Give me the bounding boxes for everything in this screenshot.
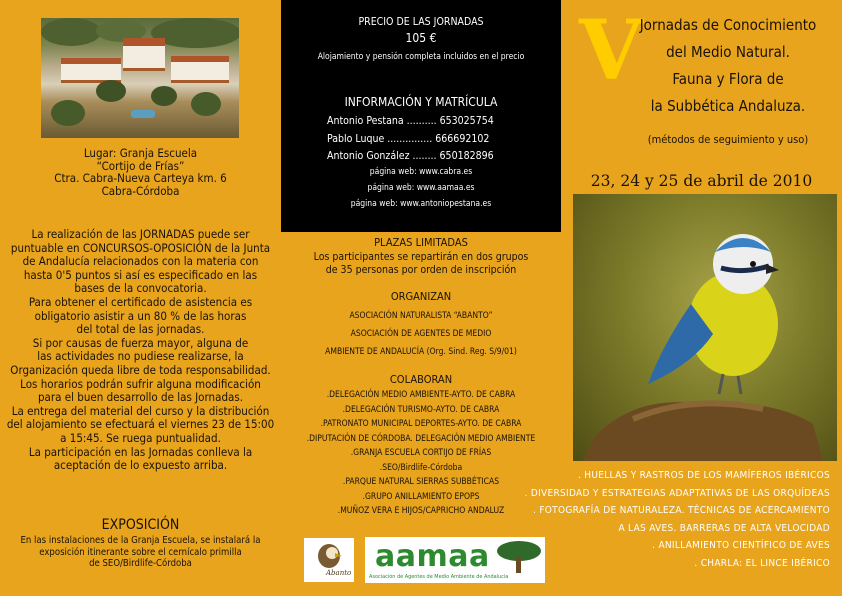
contact-name: Pablo Luque ...............: [327, 132, 433, 145]
title-line: del Medio Natural.: [666, 43, 790, 61]
collaborator-item: .PARQUE NATURAL SIERRAS SUBBÉTICAS: [342, 477, 500, 487]
venue-info: [0, 147, 281, 197]
colaboran-title: COLABORAN: [389, 373, 453, 386]
bird-icon: [573, 194, 837, 461]
program-item: . ANILLAMIENTO CIENTÍFICO DE AVES: [652, 540, 830, 551]
contact-row: [327, 131, 557, 149]
collaborator-item: .MUÑOZ VERA E HIJOS/CAPRICHO ANDALUZ: [337, 506, 505, 516]
web-link[interactable]: página web: www.aamaa.es: [367, 183, 475, 193]
contact-phone: 666692102: [435, 132, 490, 145]
plazas-title: PLAZAS LIMITADAS: [374, 236, 468, 249]
collaborator-item: .GRANJA ESCUELA CORTIJO DE FRÍAS: [350, 448, 492, 458]
contact-phone: 650182896: [439, 150, 494, 162]
exposition-text: [0, 535, 281, 570]
organizer-item: ASOCIACIÓN NATURALISTA “ABANTO”: [349, 311, 493, 321]
event-subtitle: (métodos de seguimiento y uso): [647, 133, 809, 146]
program-item: . HUELLAS Y RASTROS DE LOS MAMÍFEROS IBÉRICOS: [577, 470, 830, 481]
venue-line: Cabra-Córdoba: [101, 183, 180, 198]
collaborator-item: .DELEGACIÓN MEDIO AMBIENTE-AYTO. DE CABRA: [326, 390, 516, 400]
organizan-list: [281, 307, 561, 361]
aamaa-logo-text: aamaa: [375, 539, 490, 574]
exposition-line: de SEO/Birdlife-Córdoba: [89, 558, 192, 569]
title-line: la Subbética Andaluza.: [650, 97, 806, 115]
plazas-line: de 35 personas por orden de inscripción: [325, 264, 517, 276]
web-list: [281, 164, 561, 212]
condition-line: hasta 0'5 puntos si así es especificado en las: [23, 267, 258, 282]
info-title: INFORMACIÓN Y MATRÍCULA: [344, 95, 498, 109]
roman-numeral: V: [579, 3, 643, 99]
condition-line: La entrega del material del curso y la distribución: [11, 403, 270, 418]
plazas-line: Los participantes se repartirán en dos grupos: [313, 251, 529, 263]
program-item: A LAS AVES. BARRERAS DE ALTA VELOCIDAD: [618, 522, 830, 534]
blue-tit-photo: [573, 194, 837, 461]
title-line: Jornadas de Conocimiento: [639, 16, 817, 34]
venue-line: Ctra. Cabra-Nueva Carteya km. 6: [54, 171, 227, 185]
collaborator-item: .DELEGACIÓN TURISMO-AYTO. DE CABRA: [342, 404, 500, 415]
condition-line: La realización de las JORNADAS puede ser: [31, 227, 250, 241]
condition-line: Para obtener el certificado de asistencia es: [28, 294, 253, 309]
contact-name: Antonio González ........: [327, 150, 437, 162]
web-link[interactable]: página web: www.cabra.es: [369, 167, 473, 177]
condition-line: para el buen desarrollo de las Jornadas.: [37, 390, 244, 405]
program-item: . CHARLA: EL LINCE IBÉRICO: [694, 557, 830, 569]
price-value: 105 €: [405, 31, 437, 45]
condition-line: bases de la convocatoria.: [74, 281, 207, 296]
condition-line: del alojamiento se efectuará el viernes 23 de 15:00: [6, 417, 275, 432]
contact-list: [327, 113, 557, 166]
event-dates: 23, 24 y 25 de abril de 2010: [590, 172, 813, 190]
price-note: Alojamiento y pensión completa incluidos en el precio: [317, 52, 525, 62]
web-link[interactable]: página web: www.antoniopestana.es: [350, 199, 492, 209]
condition-line: Los horarios podrán sufrir alguna modificación: [20, 376, 261, 391]
condition-line: las actividades no pudiese realizarse, la: [37, 349, 244, 364]
condition-line: Organización queda libre de toda responsabilidad.: [10, 362, 271, 377]
exposition-line: exposición itinerante sobre el cernícalo primilla: [39, 546, 242, 558]
condition-line: del total de las jornadas.: [76, 322, 205, 337]
aamaa-logo-subtitle: Asociación de Agentes de Medio Ambiente de Andalucía: [369, 574, 509, 580]
organizan-title: ORGANIZAN: [390, 290, 452, 303]
aamaa-logo: [365, 537, 545, 583]
condition-line: aceptación de lo expuesto arriba.: [53, 458, 228, 473]
exposition-title: EXPOSICIÓN: [101, 517, 180, 533]
collaborator-item: .SEO/Birdlife-Córdoba: [379, 462, 463, 473]
program-item: . DIVERSIDAD Y ESTRATEGIAS ADAPTATIVAS DE LAS ORQUÍDEAS: [524, 487, 830, 499]
price-title: PRECIO DE LAS JORNADAS: [358, 16, 484, 28]
abanto-logo: [304, 538, 354, 582]
condition-line: de Andalucía relacionados con la materia con: [22, 254, 259, 269]
middle-panel: [281, 0, 561, 596]
collaborator-item: .PATRONATO MUNICIPAL DEPORTES-AYTO. DE CABRA: [320, 419, 522, 429]
contact-phone: 653025754: [439, 115, 494, 127]
price-info-box: [281, 0, 561, 232]
right-panel: [524, 0, 842, 596]
condition-line: puntuable en CONCURSOS-OPOSICIÓN de la Junta: [10, 240, 271, 255]
exposition-line: En las instalaciones de la Granja Escuela, se instalará la: [20, 535, 261, 546]
program-list: [525, 467, 830, 572]
event-title: [613, 12, 842, 120]
farm-photo: [41, 18, 239, 138]
collaborator-item: .DIPUTACIÓN DE CÓRDOBA. DELEGACIÓN MEDIO AMBIENTE: [306, 433, 536, 444]
venue-line: Lugar: Granja Escuela: [83, 146, 198, 160]
venue-line: “Cortijo de Frías”: [96, 158, 185, 173]
program-item: . FOTOGRAFÍA DE NATURALEZA. TÉCNICAS DE ACERCAMIENTO: [533, 505, 830, 516]
title-line: Fauna y Flora de: [672, 70, 784, 88]
colaboran-list: [281, 388, 561, 519]
conditions-text: [0, 228, 281, 473]
condition-line: obligatorio asistir a un 80 % de las horas: [34, 308, 247, 323]
abanto-logo-text: Abanto: [326, 569, 352, 577]
organizer-item: ASOCIACIÓN DE AGENTES DE MEDIO: [350, 329, 492, 339]
contact-name: Antonio Pestana ..........: [327, 115, 437, 127]
condition-line: Si por causas de fuerza mayor, alguna de: [32, 335, 249, 350]
left-panel: [0, 0, 281, 596]
condition-line: a 15:45. Se ruega puntualidad.: [60, 430, 221, 445]
organizer-item: AMBIENTE DE ANDALUCÍA (Org. Sind. Reg. S/9/01): [325, 347, 517, 357]
contact-row: [327, 148, 557, 166]
plazas-text: [281, 251, 561, 277]
contact-row: [327, 113, 557, 131]
condition-line: La participación en las Jornadas conlleva la: [28, 444, 253, 459]
collaborator-item: .GRUPO ANILLAMIENTO EPOPS: [362, 491, 480, 502]
